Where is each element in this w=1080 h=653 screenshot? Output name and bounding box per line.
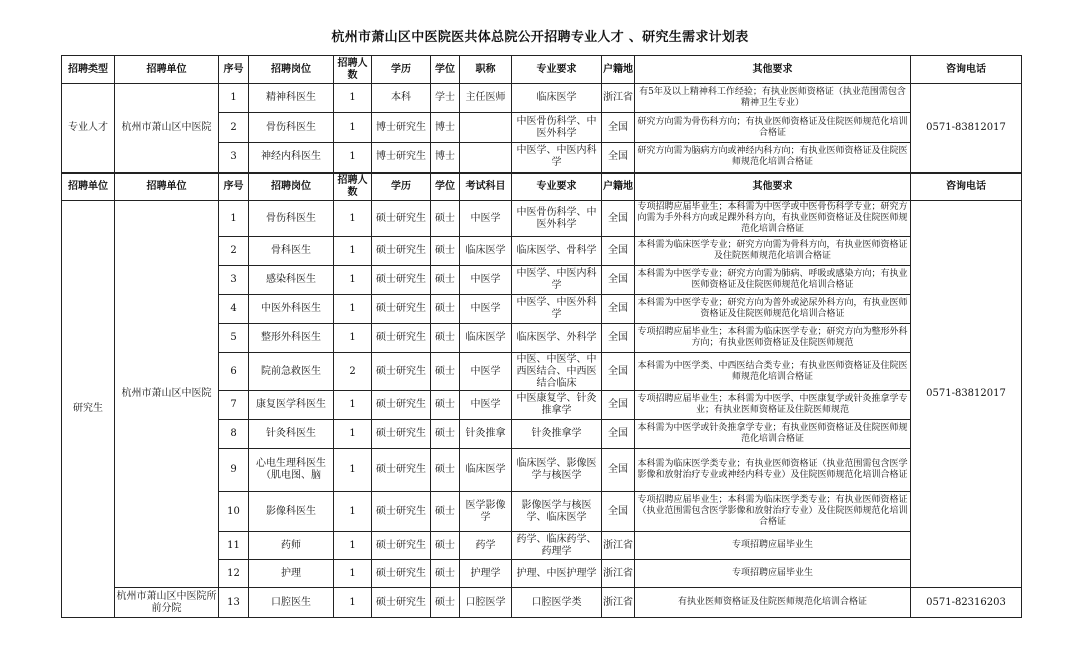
cell-requirement: 研究方向需为脑病方向或神经内科方向；有执业医师资格证及住院医师规范化培训合格证	[635, 143, 911, 173]
cell-count: 1	[334, 266, 372, 295]
cell-edu: 硕士研究生	[372, 588, 431, 618]
cell-edu: 硕士研究生	[372, 391, 431, 420]
cell-count: 1	[334, 560, 372, 588]
cell-post: 骨科医生	[249, 237, 334, 266]
cell-edu: 硕士研究生	[372, 295, 431, 324]
table-header-row	[62, 56, 1022, 84]
cell-title: 主任医师	[460, 84, 512, 113]
header-cell: 招聘单位	[115, 56, 219, 84]
cell-post: 精神科医生	[249, 84, 334, 113]
cell-post: 骨伤科医生	[249, 201, 334, 237]
cell-no: 7	[219, 391, 249, 420]
cell-no: 11	[219, 532, 249, 560]
cell-huji: 全国	[602, 420, 635, 449]
recruit-unit: 杭州市萧山区中医院所前分院	[115, 588, 219, 618]
table-header-row	[62, 173, 1022, 201]
cell-post: 院前急救医生	[249, 353, 334, 391]
header-cell: 招聘岗位	[249, 173, 334, 201]
header-cell: 户籍地	[602, 173, 635, 201]
cell-edu: 本科	[372, 84, 431, 113]
cell-exam: 临床医学	[460, 324, 512, 353]
table-row	[62, 201, 1022, 237]
cell-post: 心电生理科医生（肌电图、脑	[249, 449, 334, 492]
header-cell: 招聘人数	[334, 173, 372, 201]
cell-count: 2	[334, 353, 372, 391]
header-cell: 招聘岗位	[249, 56, 334, 84]
cell-requirement: 本科需为中医学专业；研究方向为普外或泌尿外科方向，有执业医师资格证及住院医师规范化培训合格证	[635, 295, 911, 324]
cell-major: 护理、中医护理学	[512, 560, 602, 588]
cell-requirement: 有执业医师资格证及住院医师规范化培训合格证	[635, 588, 911, 618]
cell-requirement: 本科需为中医学专业；研究方向需为肺病、呼吸或感染方向；有执业医师资格证及住院医师规范化培训合格证	[635, 266, 911, 295]
cell-requirement: 专项招聘应届毕业生；本科需为中医学、中医康复学或针灸推拿学专业；有执业医师资格证及住院医师规范	[635, 391, 911, 420]
cell-huji: 全国	[602, 143, 635, 173]
cell-post: 康复医学科医生	[249, 391, 334, 420]
cell-count: 1	[334, 113, 372, 143]
cell-exam: 中医学	[460, 201, 512, 237]
cell-major: 临床医学	[512, 84, 602, 113]
header-cell: 招聘单位	[62, 173, 115, 201]
cell-count: 1	[334, 295, 372, 324]
cell-no: 13	[219, 588, 249, 618]
cell-no: 4	[219, 295, 249, 324]
cell-exam: 医学影像学	[460, 492, 512, 532]
cell-no: 1	[219, 201, 249, 237]
cell-no: 3	[219, 143, 249, 173]
cell-no: 12	[219, 560, 249, 588]
cell-major: 针灸推拿学	[512, 420, 602, 449]
cell-no: 3	[219, 266, 249, 295]
cell-exam: 药学	[460, 532, 512, 560]
cell-requirement: 本科需为临床医学类专业；有执业医师资格证（执业范围需包含医学影像和放射治疗专业或神经内科专业）及住院医师规范化培训合格证	[635, 449, 911, 492]
header-cell: 学位	[431, 56, 460, 84]
cell-degree: 博士	[431, 113, 460, 143]
cell-edu: 硕士研究生	[372, 532, 431, 560]
header-cell: 考试科目	[460, 173, 512, 201]
cell-no: 10	[219, 492, 249, 532]
cell-post: 护理	[249, 560, 334, 588]
cell-edu: 博士研究生	[372, 113, 431, 143]
cell-major: 临床医学、外科学	[512, 324, 602, 353]
cell-exam: 临床医学	[460, 237, 512, 266]
cell-no: 2	[219, 237, 249, 266]
cell-post: 整形外科医生	[249, 324, 334, 353]
cell-huji: 全国	[602, 266, 635, 295]
cell-major: 影像医学与核医学、临床医学	[512, 492, 602, 532]
cell-count: 1	[334, 532, 372, 560]
cell-degree: 硕士	[431, 560, 460, 588]
cell-requirement: 本科需为临床医学专业；研究方向需为骨科方向，有执业医师资格证及住院医师规范化培训合格证	[635, 237, 911, 266]
cell-requirement: 专项招聘应届毕业生	[635, 532, 911, 560]
cell-huji: 全国	[602, 201, 635, 237]
cell-huji: 全国	[602, 391, 635, 420]
cell-requirement: 研究方向需为骨伤科方向；有执业医师资格证及住院医师规范化培训合格证	[635, 113, 911, 143]
cell-edu: 硕士研究生	[372, 353, 431, 391]
cell-huji: 全国	[602, 324, 635, 353]
cell-no: 6	[219, 353, 249, 391]
cell-requirement: 专项招聘应届毕业生	[635, 560, 911, 588]
cell-major: 药学、临床药学、药理学	[512, 532, 602, 560]
cell-no: 2	[219, 113, 249, 143]
cell-count: 1	[334, 201, 372, 237]
cell-post: 骨伤科医生	[249, 113, 334, 143]
cell-count: 1	[334, 449, 372, 492]
cell-requirement: 专项招聘应届毕业生；本科需为临床医学专业；研究方向为整形外科方向；有执业医师资格证及住院医师规范	[635, 324, 911, 353]
cell-huji: 全国	[602, 237, 635, 266]
cell-no: 8	[219, 420, 249, 449]
cell-requirement: 本科需为中医学类、中西医结合类专业；有执业医师资格证及住院医师规范化培训合格证	[635, 353, 911, 391]
cell-requirement: 专项招聘应届毕业生；本科需为临床医学类专业；有执业医师资格证（执业范围需包含医学影像和放射治疗专业）及住院医师规范化培训合格证	[635, 492, 911, 532]
cell-requirement: 有5年及以上精神科工作经验；有执业医师资格证（执业范围需包含精神卫生专业）	[635, 84, 911, 113]
cell-edu: 硕士研究生	[372, 420, 431, 449]
cell-huji: 全国	[602, 113, 635, 143]
cell-edu: 硕士研究生	[372, 492, 431, 532]
cell-count: 1	[334, 237, 372, 266]
header-cell: 序号	[219, 173, 249, 201]
header-cell: 专业要求	[512, 173, 602, 201]
cell-post: 药师	[249, 532, 334, 560]
cell-count: 1	[334, 84, 372, 113]
cell-huji: 浙江省	[602, 532, 635, 560]
cell-degree: 硕士	[431, 391, 460, 420]
cell-huji: 全国	[602, 295, 635, 324]
header-cell: 学历	[372, 56, 431, 84]
table-row	[62, 588, 1022, 618]
contact-phone: 0571-83812017	[911, 84, 1022, 173]
cell-degree: 硕士	[431, 420, 460, 449]
header-cell: 招聘单位	[115, 173, 219, 201]
cell-degree: 硕士	[431, 532, 460, 560]
page-title: 杭州市萧山区中医院医共体总院公开招聘专业人才 、研究生需求计划表	[331, 30, 749, 45]
recruit-unit: 杭州市萧山区中医院	[115, 201, 219, 588]
cell-edu: 硕士研究生	[372, 266, 431, 295]
cell-exam: 口腔医学	[460, 588, 512, 618]
cell-exam: 中医学	[460, 295, 512, 324]
header-cell: 序号	[219, 56, 249, 84]
cell-exam: 护理学	[460, 560, 512, 588]
header-cell: 学位	[431, 173, 460, 201]
cell-major: 中医骨伤科学、中医外科学	[512, 113, 602, 143]
cell-major: 中医康复学、针灸推拿学	[512, 391, 602, 420]
contact-phone: 0571-83812017	[911, 201, 1022, 588]
cell-degree: 硕士	[431, 353, 460, 391]
cell-no: 5	[219, 324, 249, 353]
cell-count: 1	[334, 391, 372, 420]
cell-huji: 浙江省	[602, 84, 635, 113]
header-cell: 其他要求	[635, 56, 911, 84]
cell-post: 针灸科医生	[249, 420, 334, 449]
cell-huji: 浙江省	[602, 560, 635, 588]
cell-post: 感染科医生	[249, 266, 334, 295]
header-cell: 户籍地	[602, 56, 635, 84]
cell-exam: 针灸推拿	[460, 420, 512, 449]
cell-title	[460, 113, 512, 143]
cell-exam: 中医学	[460, 266, 512, 295]
cell-major: 中医学、中医外科学	[512, 295, 602, 324]
cell-degree: 硕士	[431, 201, 460, 237]
header-cell: 职称	[460, 56, 512, 84]
cell-degree: 博士	[431, 143, 460, 173]
cell-degree: 硕士	[431, 324, 460, 353]
header-cell: 专业要求	[512, 56, 602, 84]
cell-count: 1	[334, 143, 372, 173]
cell-count: 1	[334, 588, 372, 618]
cell-edu: 博士研究生	[372, 143, 431, 173]
cell-no: 9	[219, 449, 249, 492]
cell-major: 口腔医学类	[512, 588, 602, 618]
cell-major: 临床医学、影像医学与核医学	[512, 449, 602, 492]
header-cell: 咨询电话	[911, 56, 1022, 84]
cell-major: 中医、中医学、中西医结合、中西医结合临床	[512, 353, 602, 391]
cell-huji: 全国	[602, 353, 635, 391]
recruit-type: 专业人才	[62, 84, 115, 173]
cell-major: 临床医学、骨科学	[512, 237, 602, 266]
cell-major: 中医学、中医内科学	[512, 143, 602, 173]
cell-edu: 硕士研究生	[372, 237, 431, 266]
cell-degree: 硕士	[431, 266, 460, 295]
cell-edu: 硕士研究生	[372, 324, 431, 353]
cell-edu: 硕士研究生	[372, 560, 431, 588]
cell-major: 中医学、中医内科学	[512, 266, 602, 295]
header-cell: 招聘人数	[334, 56, 372, 84]
cell-requirement: 本科需为中医学或针灸推拿学专业；有执业医师资格证及住院医师规范化培训合格证	[635, 420, 911, 449]
cell-major: 中医骨伤科学、中医外科学	[512, 201, 602, 237]
cell-degree: 硕士	[431, 295, 460, 324]
cell-post: 中医外科医生	[249, 295, 334, 324]
cell-post: 口腔医生	[249, 588, 334, 618]
cell-post: 影像科医生	[249, 492, 334, 532]
cell-degree: 学士	[431, 84, 460, 113]
cell-edu: 硕士研究生	[372, 201, 431, 237]
cell-count: 1	[334, 420, 372, 449]
cell-degree: 硕士	[431, 588, 460, 618]
cell-huji: 全国	[602, 449, 635, 492]
cell-count: 1	[334, 324, 372, 353]
contact-phone: 0571-82316203	[911, 588, 1022, 618]
cell-huji: 浙江省	[602, 588, 635, 618]
cell-exam: 临床医学	[460, 449, 512, 492]
cell-title	[460, 143, 512, 173]
table-row	[62, 84, 1022, 113]
header-cell: 咨询电话	[911, 173, 1022, 201]
cell-exam: 中医学	[460, 353, 512, 391]
cell-degree: 硕士	[431, 237, 460, 266]
cell-degree: 硕士	[431, 449, 460, 492]
recruit-type: 研究生	[62, 201, 115, 618]
header-cell: 其他要求	[635, 173, 911, 201]
cell-post: 神经内科医生	[249, 143, 334, 173]
cell-edu: 硕士研究生	[372, 449, 431, 492]
cell-no: 1	[219, 84, 249, 113]
cell-requirement: 专项招聘应届毕业生；本科需为中医学或中医骨伤科学专业；研究方向需为手外科方向或足踝外科方向，有执业医师资格证及住院医师规范化培训合格证	[635, 201, 911, 237]
recruit-unit: 杭州市萧山区中医院	[115, 84, 219, 173]
header-cell: 学历	[372, 173, 431, 201]
cell-count: 1	[334, 492, 372, 532]
cell-degree: 硕士	[431, 492, 460, 532]
recruitment-table	[61, 55, 1022, 618]
cell-huji: 全国	[602, 492, 635, 532]
cell-exam: 中医学	[460, 391, 512, 420]
header-cell: 招聘类型	[62, 56, 115, 84]
